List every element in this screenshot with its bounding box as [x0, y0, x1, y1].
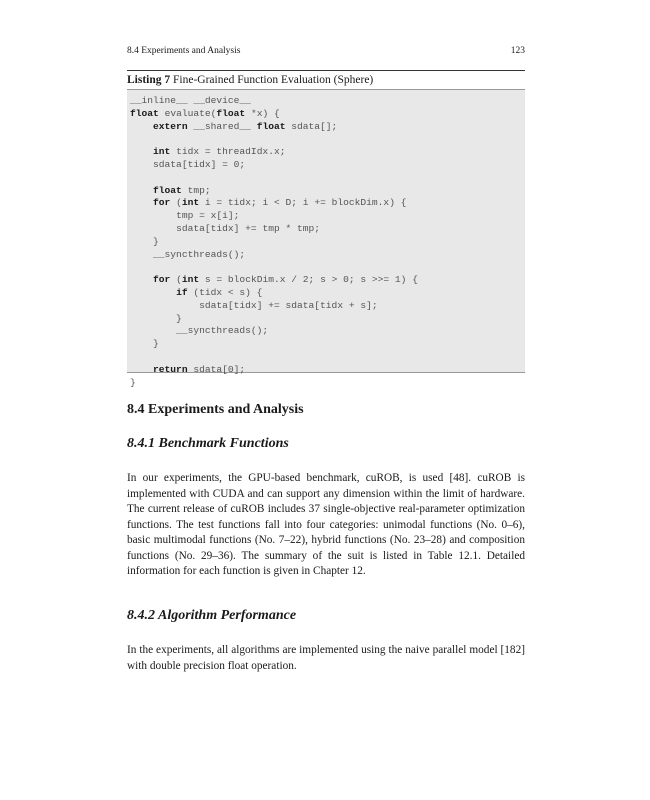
running-head-section: 8.4 Experiments and Analysis — [127, 46, 241, 56]
code-line — [130, 172, 525, 185]
code-line: for (int s = blockDim.x / 2; s > 0; s >>= 1) { — [153, 274, 418, 286]
code-line: sdata[tidx] = 0; — [153, 158, 246, 170]
code-line: for (int i = tidx; i < D; i += blockDim.x) { — [153, 197, 407, 209]
code-line: tmp = x[i]; — [176, 210, 240, 222]
code-line: sdata[tidx] += tmp * tmp; — [176, 222, 321, 234]
code-line: int tidx = threadIdx.x; — [153, 146, 286, 158]
code-line — [130, 133, 525, 146]
code-line: __inline__ __device__ — [130, 95, 251, 106]
subsection-heading-performance: 8.4.2 Algorithm Performance — [127, 608, 297, 623]
page-number: 123 — [510, 46, 525, 56]
code-line: float evaluate(float *x) { — [130, 107, 280, 119]
paragraph-performance: In the experiments, all algorithms are implemented using the naive parallel model [182] with double precision float operation. — [127, 644, 525, 672]
running-head — [127, 46, 525, 56]
code-listing — [127, 89, 525, 388]
code-line: __syncthreads(); — [176, 325, 269, 337]
code-line — [130, 261, 525, 274]
code-line: extern __shared__ float sdata[]; — [153, 120, 338, 132]
code-line: if (tidx < s) { — [176, 286, 263, 298]
section-heading: 8.4 Experiments and Analysis — [127, 402, 304, 417]
code-line: } — [130, 338, 159, 350]
code-line: } — [130, 376, 136, 388]
subsection-heading-benchmark: 8.4.1 Benchmark Functions — [127, 436, 289, 451]
listing-caption — [127, 70, 525, 86]
code-line: } — [130, 312, 182, 324]
code-block — [127, 90, 525, 389]
code-line: return sdata[0]; — [153, 363, 246, 375]
code-line: sdata[tidx] += sdata[tidx + s]; — [199, 299, 378, 311]
code-line — [130, 351, 525, 364]
listing-title: Fine-Grained Function Evaluation (Sphere) — [173, 74, 374, 86]
paragraph-benchmark: In our experiments, the GPU-based benchmark, cuROB, is used [48]. cuROB is implemented with CUDA and can support any dimension within the limit of hardware. The current release of cuROB includes 37 single-objective real-parameter optimization functions. The test functions fall into four categories: unimodal functions (No. 0–6), basic multimodal functions (No. 7–22), hybrid functions (No. 23–28) and composition functions (No. 29–36). The summary of the suit is listed in Table 12.1. Detailed information for each function is given in Chapter 12. — [127, 472, 525, 577]
listing-label: Listing 7 — [127, 74, 171, 86]
code-line: __syncthreads(); — [153, 248, 246, 260]
code-line: } — [130, 235, 159, 247]
code-line: float tmp; — [153, 184, 211, 196]
